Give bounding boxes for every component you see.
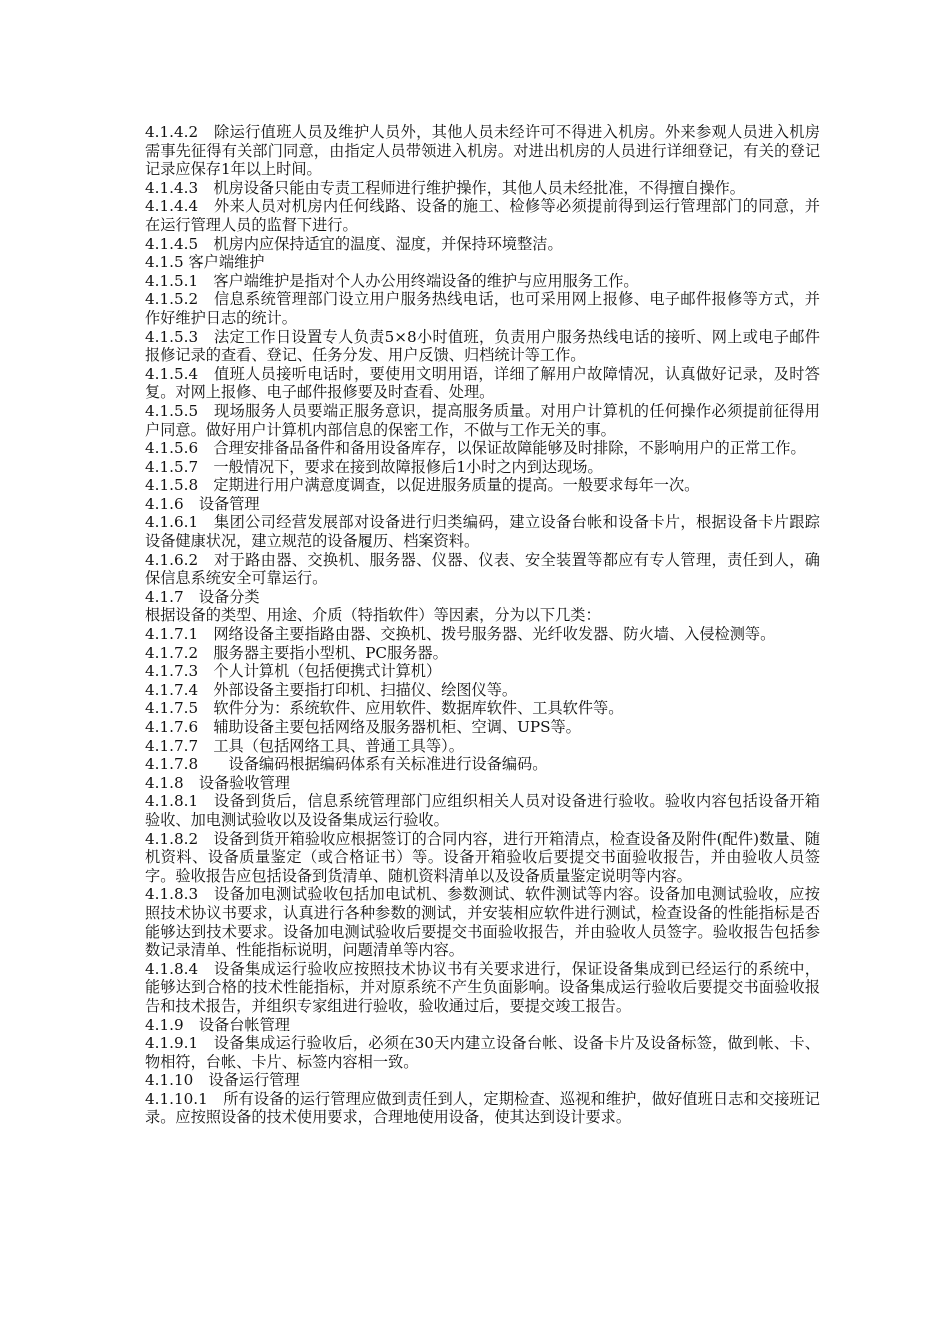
paragraph: 4.1.5.3 法定工作日设置专人负责5×8小时值班，负责用户服务热线电话的接听、网上或电子邮件报修记录的查看、登记、任务分发、用户反馈、归档统计等工作。 xyxy=(145,327,820,365)
paragraph: 4.1.5.5 现场服务人员要端正服务意识，提高服务质量。对用户计算机的任何操作必须提前征得用户同意。做好用户计算机内部信息的保密工作，不做与工作无关的事。 xyxy=(145,401,820,439)
paragraph: 4.1.9.1 设备集成运行验收后，必须在30天内建立设备台帐、设备卡片及设备标签，做到帐、卡、物相符，台帐、卡片、标签内容相一致。 xyxy=(145,1034,820,1071)
paragraph: 4.1.7.3 个人计算机（包括便携式计算机） xyxy=(145,662,442,681)
paragraph: 4.1.7.2 服务器主要指小型机、PC服务器。 xyxy=(145,643,448,662)
paragraph: 4.1.5.6 合理安排备品备件和备用设备库存，以保证故障能够及时排除，不影响用户的正常工作。 xyxy=(145,439,806,458)
paragraph: 4.1.9 设备台帐管理 xyxy=(145,1015,290,1034)
paragraph: 4.1.10 设备运行管理 xyxy=(145,1071,300,1090)
paragraph: 4.1.5.2 信息系统管理部门设立用户服务热线电话，也可采用网上报修、电子邮件报修等方式，并作好维护日志的统计。 xyxy=(145,290,820,327)
paragraph: 4.1.5 客户端维护 xyxy=(145,253,265,272)
paragraph: 4.1.7.5 软件分为：系统软件、应用软件、数据库软件、工具软件等。 xyxy=(145,699,624,718)
paragraph: 4.1.8.3 设备加电测试验收包括加电试机、参数测试、软件测试等内容。设备加电测试验收，应按照技术协议书要求，认真进行各种参数的测试，并安装相应软件进行测试，检查设备的性能指标是否能够达到技术要求。设备加电测试验收后要提交书面验收报告，并由验收人员签字。验收报告包括参数记录清单、性能指标说明，问题清单等内容。 xyxy=(145,885,820,960)
paragraph: 4.1.8.1 设备到货后，信息系统管理部门应组织相关人员对设备进行验收。验收内容包括设备开箱验收、加电测试验收以及设备集成运行验收。 xyxy=(145,792,820,829)
paragraph: 4.1.6.1 集团公司经营发展部对设备进行归类编码，建立设备台帐和设备卡片，根据设备卡片跟踪设备健康状况，建立规范的设备履历、档案资料。 xyxy=(145,513,820,551)
paragraph: 4.1.8.2 设备到货开箱验收应根据签订的合同内容，进行开箱清点，检查设备及附件(配件)数量、随机资料、设备质量鉴定（或合格证书）等。设备开箱验收后要提交书面验收报告，并由验收人员签字。验收报告应包括设备到货清单、随机资料清单以及设备质量鉴定说明等内容。 xyxy=(145,829,820,885)
paragraph: 4.1.4.2 除运行值班人员及维护人员外，其他人员未经许可不得进入机房。外来参观人员进入机房需事先征得有关部门同意，由指定人员带领进入机房。对进出机房的人员进行详细登记，有关的登记记录应保存1年以上时间。 xyxy=(145,123,820,179)
paragraph: 4.1.6 设备管理 xyxy=(145,494,260,513)
paragraph: 根据设备的类型、用途、介质（特指软件）等因素，分为以下几类： xyxy=(145,606,601,625)
paragraph: 4.1.8.4 设备集成运行验收应按照技术协议书有关要求进行，保证设备集成到已经运行的系统中，能够达到合格的技术性能指标，并对原系统不产生负面影响。设备集成运行验收后要提交书面验收报告和技术报告，并组织专家组进行验收，验收通过后，要提交竣工报告。 xyxy=(145,959,820,1015)
paragraph: 4.1.5.4 值班人员接听电话时，要使用文明用语，详细了解用户故障情况，认真做好记录，及时答复。对网上报修、电子邮件报修要及时查看、处理。 xyxy=(145,364,820,402)
paragraph: 4.1.5.7 一般情况下，要求在接到故障报修后1小时之内到达现场。 xyxy=(145,457,603,476)
paragraph: 4.1.7.4 外部设备主要指打印机、扫描仪、绘图仪等。 xyxy=(145,680,518,699)
paragraph: 4.1.7 设备分类 xyxy=(145,587,260,606)
paragraph: 4.1.7.6 辅助设备主要包括网络及服务器机柜、空调、UPS等。 xyxy=(145,718,581,736)
paragraph: 4.1.4.4 外来人员对机房内任何线路、设备的施工、检修等必须提前得到运行管理部门的同意，并在运行管理人员的监督下进行。 xyxy=(145,197,820,234)
paragraph: 4.1.7.7 工具（包括网络工具、普通工具等）。 xyxy=(145,736,464,755)
paragraph: 4.1.10.1 所有设备的运行管理应做到责任到人，定期检查、巡视和维护，做好值班日志和交接班记录。应按照设备的技术使用要求，合理地使用设备，使其达到设计要求。 xyxy=(145,1089,820,1127)
paragraph: 4.1.4.5 机房内应保持适宜的温度、湿度，并保持环境整洁。 xyxy=(145,234,563,253)
paragraph: 4.1.4.3 机房设备只能由专责工程师进行维护操作，其他人员未经批准，不得擅自操作。 xyxy=(145,178,745,197)
paragraph: 4.1.5.8 定期进行用户满意度调查，以促进服务质量的提高。一般要求每年一次。 xyxy=(145,476,700,495)
paragraph: 4.1.5.1 客户端维护是指对个人办公用终端设备的维护与应用服务工作。 xyxy=(145,271,639,290)
paragraph: 4.1.8 设备验收管理 xyxy=(145,773,290,792)
paragraph: 4.1.6.2 对于路由器、交换机、服务器、仪器、仪表、安全装置等都应有专人管理，责任到人，确保信息系统安全可靠运行。 xyxy=(145,550,820,588)
paragraph: 4.1.7.1 网络设备主要指路由器、交换机、拨号服务器、光纤收发器、防火墙、入侵检测等。 xyxy=(145,625,776,644)
paragraph: 4.1.7.8 设备编码根据编码体系有关标准进行设备编码。 xyxy=(145,755,548,774)
document-page xyxy=(145,123,820,1127)
